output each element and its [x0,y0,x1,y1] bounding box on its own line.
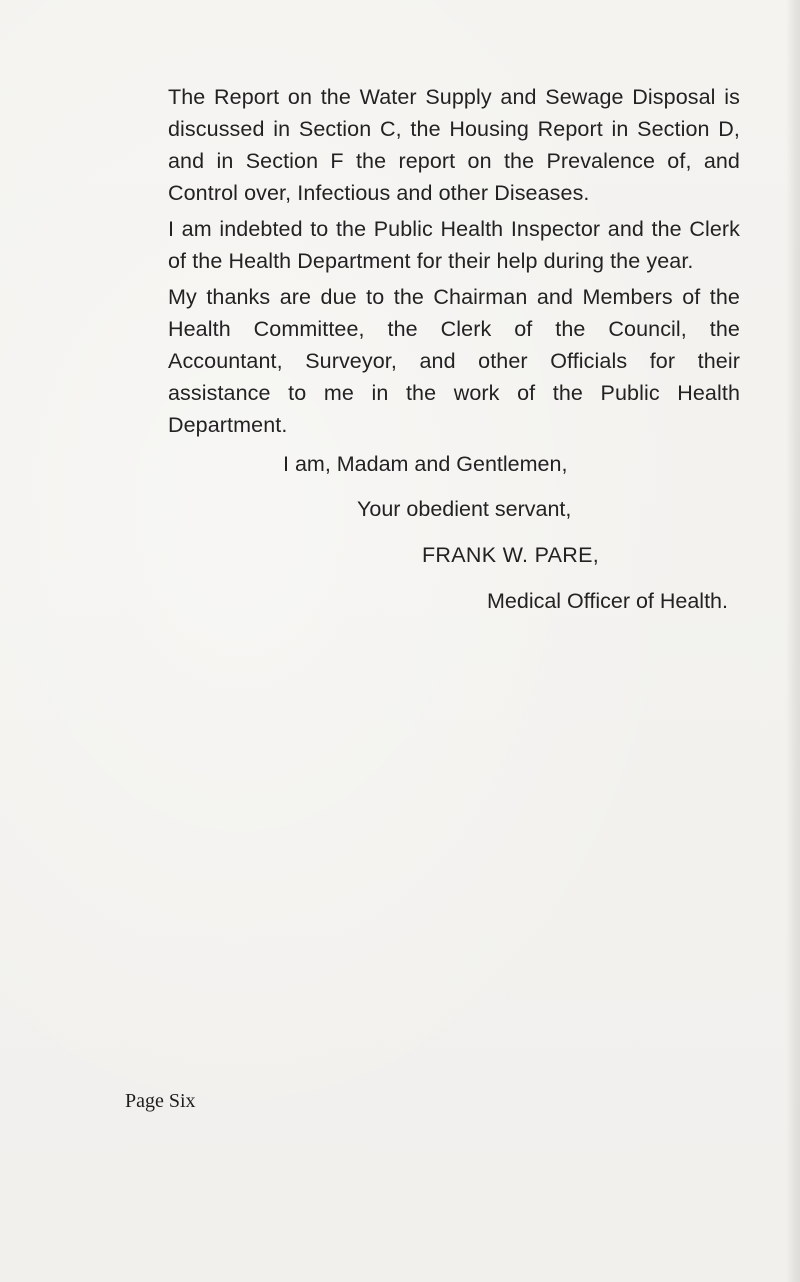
paragraph-acknowledgement-staff [168,213,740,277]
closing-salutation: I am, Madam and Gentlemen, [283,452,568,476]
closing-valediction: Your obedient servant, [357,497,572,521]
paragraph-text: My thanks are due to the Chairman and Members of the Health Committee, the Clerk of the Council, the Accountant, Surveyor, and other Officials for their assistance to me in the work of the Public Health Department. [168,285,740,437]
paragraph-report-sections [168,81,740,209]
paragraph-text: I am indebted to the Public Health Inspector and the Clerk of the Health Department for their help during the year. [168,217,740,273]
paragraph-text: The Report on the Water Supply and Sewage Disposal is discussed in Section C, the Housing Report in Section D, and in Section F the report on the Prevalence of, and Control over, Infectious and other Diseases. [168,85,740,205]
signatory-title: Medical Officer of Health. [487,589,728,613]
signatory-name: FRANK W. PARE, [422,543,600,567]
page-edge-shadow [786,0,800,1282]
page-number-label: Page Six [125,1090,196,1112]
paragraph-thanks-committee [168,281,740,441]
